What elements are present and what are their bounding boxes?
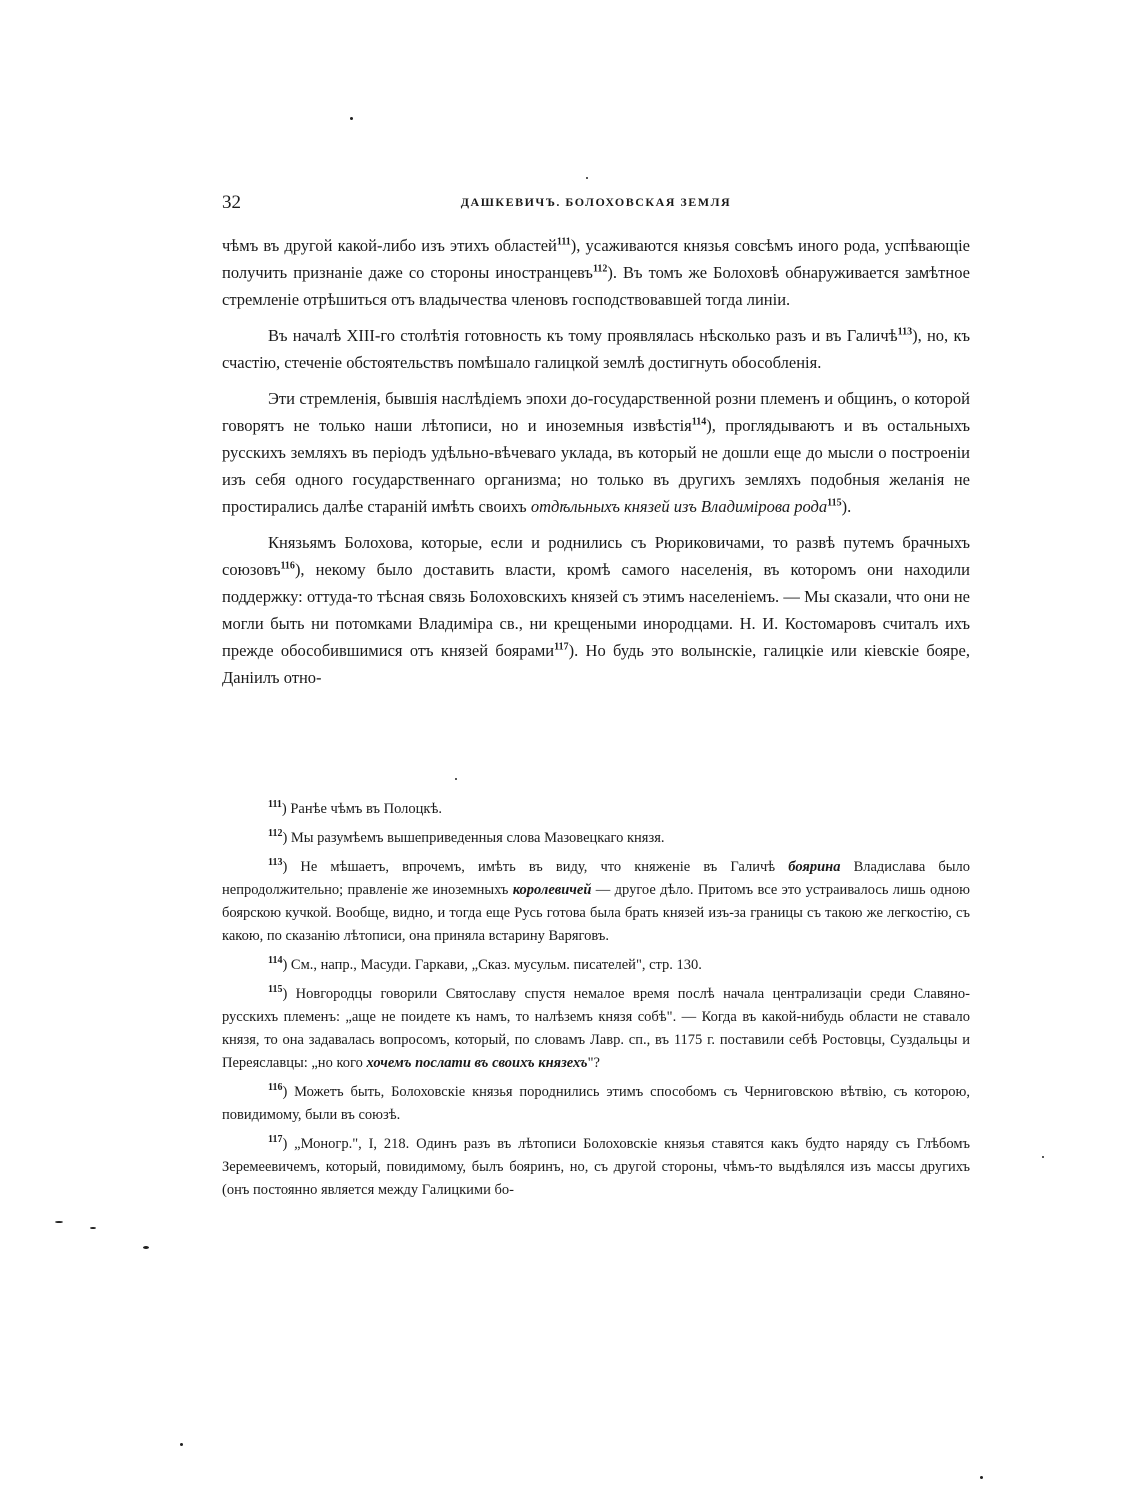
footnote-ref-114: 114 [691,416,707,428]
page-header [222,192,970,216]
paragraph-3: Эти стремленія, бывшія наслѣдіемъ эпохи до-государственной розни племенъ и общинъ, о которой говорятъ не только наши лѣтописи, но и иноземныя извѣстія$^{114}$), проглядываютъ и въ остальныхъ русскихъ земляхъ въ періодъ удѣльно-вѣчеваго уклада, въ который не дошли еще до мысли о построеніи изъ себя одного государственнаго организма; но только въ другихъ земляхъ подобныя желанія не простирались далѣе стараній имѣть своихъ отдѣльныхъ князей изъ Владимірова рода$^{115}$). [222,389,970,516]
paragraph-2: Въ началѣ XIII-го столѣтія готовность къ тому проявлялась нѣсколько разъ и въ Галичѣ$^{113}$), но, къ счастію, стеченіе обстоятельствъ помѣшало галицкой землѣ достигнуть обособленія. [222,326,970,372]
scan-speck [143,1246,149,1249]
footnote-ref-115: 115 [827,497,842,509]
italic-phrase: отдѣльныхъ князей изъ Владимірова рода [530,497,828,516]
scan-speck [980,1476,983,1479]
footnote-ref-112: 112 [592,263,608,275]
footnote-ref-113: 113 [897,326,913,338]
footnote-113: $^{113}$) Не мѣшаетъ, впрочемъ, имѣть въ виду, что княженіе въ Галичѣ боярина Владислава было непродолжительно; правленіе же иноземныхъ королевичей — другое дѣло. Притомъ все это устраивалось лишь одною боярскою кучкой. Вообще, видно, и тогда еще Русь готова была брать князей изъ-за границы съ такою же легкостію, съ какою, по сказанію лѣтописи, она приняла встарину Варяговъ. [222,857,970,944]
paragraph-1: чѣмъ въ другой какой-либо изъ этихъ областей$^{111}$), усаживаются князья совсѣмъ иного рода, успѣвающіе получить признаніе даже со стороны иностранцевъ$^{112}$). Въ томъ же Болоховѣ обнаруживается замѣтное стремленіе отрѣшиться отъ владычества членовъ господствовавшей тогда линіи. [222,236,970,309]
paragraph-4: Князьямъ Болохова, которые, если и роднились съ Рюриковичами, то развѣ путемъ брачныхъ союзовъ$^{116}$), некому было доставить власти, кромѣ самого населенія, въ которомъ они находили поддержку: оттуда-то тѣсная связь Болоховскихъ князей съ этимъ населеніемъ. — Мы сказали, что они не могли быть ни потомками Владиміра св., ни крещеными инородцами. Н. И. Костомаровъ считалъ ихъ прежде обособившимися отъ князей боярами$^{117}$). Но будь это волынскіе, галицкіе или кіевскіе бояре, Даніилъ отно- [222,533,970,687]
footnote-111: $^{111}$) Ранѣе чѣмъ въ Полоцкѣ. [268,799,442,817]
footnotes [222,798,970,1208]
page-number: 32 [222,192,241,213]
scan-speck [1042,1156,1044,1158]
footnote-ref-111: 111 [556,236,571,248]
footnote-115: $^{115}$) Новгородцы говорили Святославу спустя немалое время послѣ начала централизаціи среди Славяно-русскихъ племенъ: „аще не поидете къ намъ, то налѣземъ князя собѣ". — Когда въ какой-нибудь области не ставало князя, то она задавалась вопросомъ, который, по словамъ Лавр. сп., въ 1175 г. поставили себѣ Ростовцы, Суздальцы и Переяславцы: „но кого хочемъ послати въ своихъ князехъ"? [222,984,970,1071]
scan-speck [350,117,353,120]
scan-speck [55,1221,63,1223]
footnote-ref-117: 117 [554,641,569,653]
footnote-117: $^{117}$) „Моногр.", I, 218. Одинъ разъ въ лѣтописи Болоховскіе князья ставятся какъ будто наряду съ Глѣбомъ Зеремеевичемъ, который, повидимому, былъ бояринъ, но, съ другой стороны, чѣмъ-то выдѣлялся изъ массы другихъ (онъ постоянно является между Галицкими бо- [222,1134,970,1198]
footnote-114: $^{114}$) См., напр., Масуди. Гаркави, „Сказ. мусульм. писателей", стр. 130. [268,955,702,973]
footnote-116: $^{116}$) Можетъ быть, Болоховскіе князья породнились этимъ способомъ съ Черниговскою вѣтвію, съ которою, повидимому, были въ союзѣ. [222,1082,970,1123]
footnote-ref-116: 116 [280,560,295,572]
scan-speck [90,1227,96,1229]
scan-speck [180,1443,183,1446]
main-text [222,232,970,691]
footnote-112: $^{112}$) Мы разумѣемъ вышеприведенныя слова Мазовецкаго князя. [268,828,665,846]
scan-speck [455,778,457,780]
scan-speck [586,177,588,179]
running-title: ДАШКЕВИЧЪ. БОЛОХОВСКАЯ ЗЕМЛЯ [460,195,732,209]
